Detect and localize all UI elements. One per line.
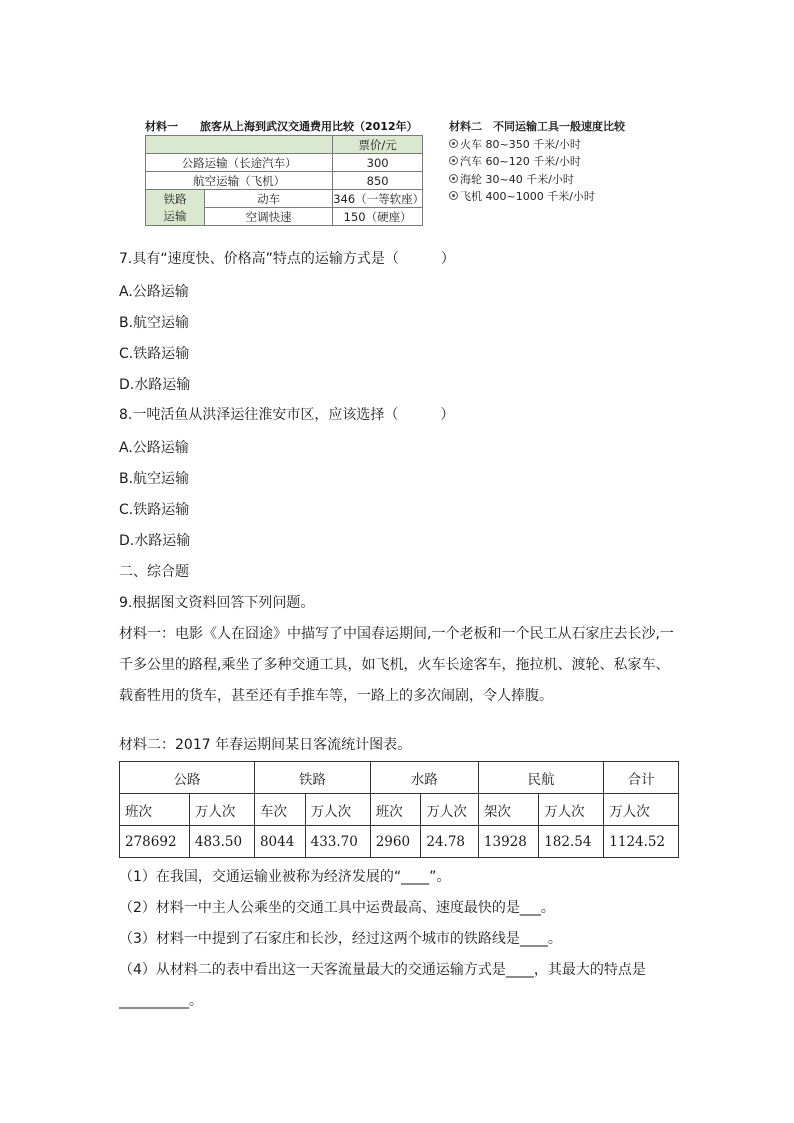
- table-subheader: 车次: [254, 794, 305, 826]
- table-group-header: 民航: [478, 762, 603, 794]
- table-cell: 433.70: [305, 826, 370, 858]
- passenger-flow-table: [119, 761, 679, 858]
- q8-option-d[interactable]: D.水路运输: [119, 533, 191, 549]
- section-heading: 二、综合题: [119, 564, 189, 580]
- material1-label: 材料一: [145, 120, 178, 133]
- table-cell: 24.78: [421, 826, 479, 858]
- q9-sub4: （4）从材料二的表中看出这一天客流量最大的交通运输方式是____，其最大的特点是: [119, 962, 646, 978]
- q8-option-b[interactable]: B.航空运输: [119, 471, 190, 487]
- q9-sub4-blank: __________。: [119, 993, 203, 1009]
- q7-stem: 7.具有“速度快、价格高”特点的运输方式是（ ）: [119, 251, 455, 267]
- table-cell: 483.50: [189, 826, 254, 858]
- table-cell: 8044: [254, 826, 305, 858]
- table-subheader: 架次: [478, 794, 538, 826]
- table-cell: 2960: [370, 826, 421, 858]
- fare-row-value: 300: [333, 154, 423, 172]
- fare-row-name: 公路运输（长途汽车）: [146, 154, 333, 172]
- table-group-header: 铁路: [254, 762, 370, 794]
- bullet-circle-icon: [449, 139, 458, 148]
- q8-option-a[interactable]: A.公路运输: [119, 440, 189, 456]
- table-group-header: 水路: [370, 762, 478, 794]
- table-subheader: 万人次: [604, 794, 679, 826]
- q9-sub1: （1）在我国，交通运输业被称为经济发展的“____”。: [119, 869, 451, 885]
- speed-item: [449, 171, 625, 189]
- q9-material1-text: 材料一：电影《人在囧途》中描写了中国春运期间,一个老板和一个民工从石家庄去长沙,一千多公里的路程,乘坐了多种交通工具，如飞机，火车长途客车，拖拉机、渡轮、私家车、载畜牲用的货车，甚至还有手推车等，一路上的多次闹剧，令人捧腹。: [119, 626, 674, 704]
- table-cell: 1124.52: [604, 826, 679, 858]
- table-subheader: 万人次: [421, 794, 479, 826]
- material1-heading: [145, 118, 418, 134]
- table-subheader: 万人次: [539, 794, 604, 826]
- q7-option-c[interactable]: C.铁路运输: [119, 346, 190, 362]
- table-cell: 182.54: [539, 826, 604, 858]
- table-subheader: 万人次: [305, 794, 370, 826]
- fare-row-value: 346（一等软座）: [333, 191, 425, 206]
- table-subheader: 万人次: [189, 794, 254, 826]
- q8-stem: 8.一吨活鱼从洪泽运往淮安市区，应该选择（ ）: [119, 407, 455, 423]
- bullet-circle-icon: [449, 191, 458, 200]
- speed-list-title: 材料二 不同运输工具一般速度比较: [449, 120, 625, 133]
- speed-item: [449, 188, 625, 206]
- fare-table-corner: [146, 136, 333, 154]
- bullet-circle-icon: [449, 156, 458, 165]
- q9-sub3: （3）材料一中提到了石家庄和长沙，经过这两个城市的铁路线是____。: [119, 931, 562, 947]
- speed-item-text: 火车 80~350 千米/小时: [460, 137, 581, 151]
- fare-row-name: 航空运输（飞机）: [146, 172, 333, 190]
- material1-title: 旅客从上海到武汉交通费用比较（2012年）: [200, 120, 418, 133]
- speed-item: [449, 136, 625, 154]
- rail-label-top: 铁路: [146, 190, 205, 208]
- table-group-header: 合计: [604, 762, 679, 794]
- fare-table-header: 票价/元: [333, 136, 423, 154]
- fare-row-name: 动车: [205, 190, 333, 208]
- speed-item-text: 海轮 30~40 千米/小时: [460, 172, 574, 186]
- fare-row-value: 150（硬座）: [333, 208, 423, 226]
- table-subheader: 班次: [120, 794, 190, 826]
- q9-sub2: （2）材料一中主人公乘坐的交通工具中运费最高、速度最快的是___。: [119, 900, 555, 916]
- q8-option-c[interactable]: C.铁路运输: [119, 502, 190, 518]
- bullet-circle-icon: [449, 174, 458, 183]
- q7-option-b[interactable]: B.航空运输: [119, 315, 190, 331]
- fare-comparison-table: [145, 135, 423, 226]
- speed-item-text: 汽车 60~120 千米/小时: [460, 155, 581, 168]
- speed-item-text: 飞机 400~1000 千米/小时: [460, 190, 595, 203]
- q9-material2-text: 材料二：2017 年春运期间某日客流统计图表。: [119, 737, 412, 753]
- fare-row-value: 850: [333, 172, 423, 190]
- table-cell: 278692: [120, 826, 190, 858]
- speed-item: [449, 153, 625, 171]
- q7-option-a[interactable]: A.公路运输: [119, 284, 189, 300]
- speed-comparison-list: [449, 118, 625, 206]
- table-group-header: 公路: [120, 762, 255, 794]
- q7-option-d[interactable]: D.水路运输: [119, 377, 191, 393]
- table-cell: 13928: [478, 826, 538, 858]
- q9-stem: 9.根据图文资料回答下列问题。: [119, 595, 315, 611]
- fare-row-name: 空调快速: [205, 208, 333, 226]
- table-subheader: 班次: [370, 794, 421, 826]
- rail-label-bottom: 运输: [146, 208, 205, 226]
